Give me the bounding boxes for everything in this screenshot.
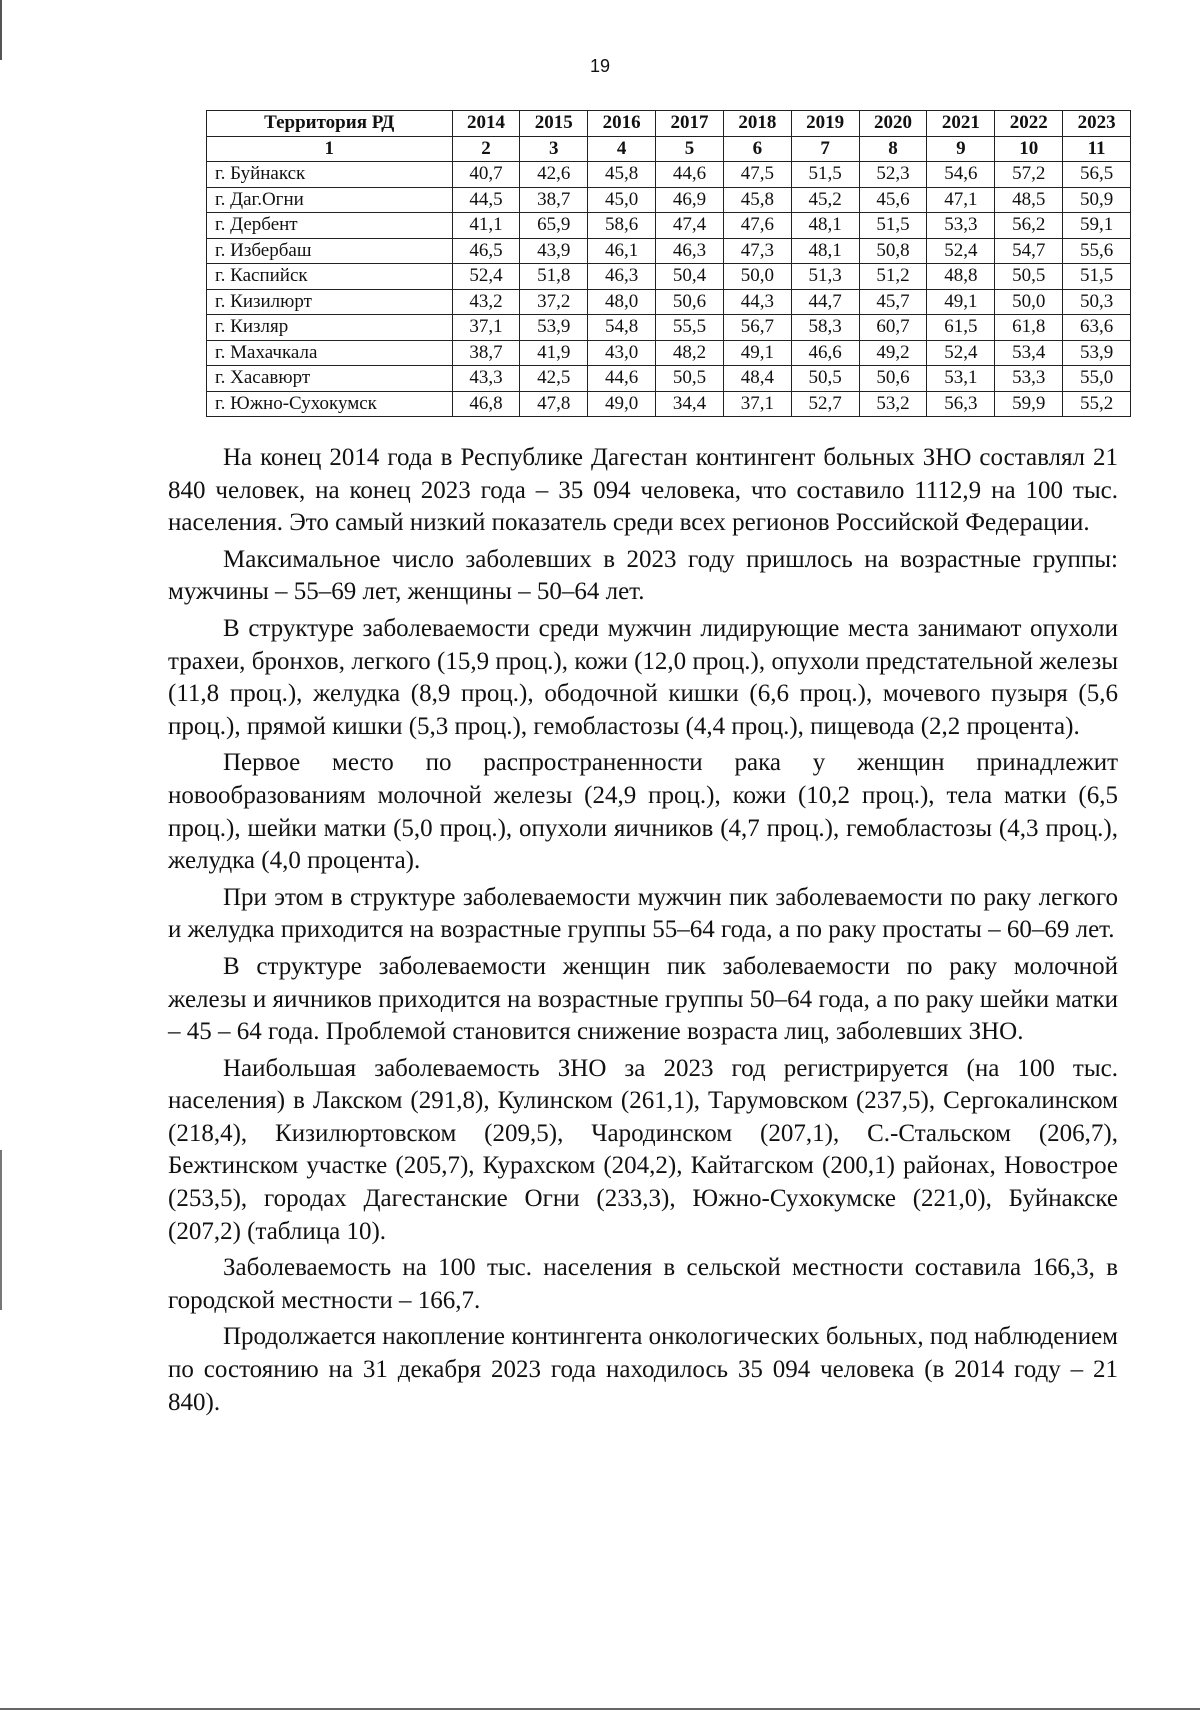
table-column-index: 11 xyxy=(1063,136,1131,162)
table-header-year: 2016 xyxy=(588,111,656,137)
table-cell-territory: г. Махачкала xyxy=(207,340,453,366)
table-cell-value: 50,6 xyxy=(859,366,927,392)
table-cell-value: 50,8 xyxy=(859,238,927,264)
table-cell-value: 37,1 xyxy=(723,391,791,417)
table-header-year: 2017 xyxy=(656,111,724,137)
table-cell-value: 51,5 xyxy=(859,213,927,239)
table-cell-value: 47,5 xyxy=(723,162,791,188)
table-cell-value: 63,6 xyxy=(1063,315,1131,341)
table-cell-value: 38,7 xyxy=(452,340,520,366)
table-cell-value: 53,4 xyxy=(995,340,1063,366)
table-column-index: 7 xyxy=(791,136,859,162)
table-cell-value: 49,0 xyxy=(588,391,656,417)
table-cell-value: 47,3 xyxy=(723,238,791,264)
paragraph: В структуре заболеваемости среди мужчин лидирующие места занимают опухоли трахеи, бронхов, легкого (15,9 проц.), кожи (12,0 проц.), опухоли предстательной железы (11,8 проц.), желудка (8,9 проц.), ободочной кишки (6,6 проц.), мочевого пузыря (5,6 проц.), прямой кишки (5,3 проц.), гемобластозы (4,4 проц.), пищевода (2,2 процента). xyxy=(168,614,1118,740)
table-cell-value: 61,8 xyxy=(995,315,1063,341)
table-column-index: 1 xyxy=(207,136,453,162)
paragraph: Наибольшая заболеваемость ЗНО за 2023 год регистрируется (на 100 тыс. населения) в Лакском (291,8), Кулинском (261,1), Тарумовском (237,5), Сергокалинском (218,4), Кизилюртовском (209,5), Чародинском (207,1), С.-Стальском (206,7), Бежтинском участке (205,7), Курахском (204,2), Кайтагском (200,1) районах, Новострое (253,5), городах Дагестанские Огни (233,3), Южно-Сухокумске (221,0), Буйнакске (207,2) (таблица 10). xyxy=(168,1054,1118,1245)
table-cell-value: 50,0 xyxy=(723,264,791,290)
paragraph: Заболеваемость на 100 тыс. населения в сельской местности составила 166,3, в городской местности – 166,7. xyxy=(168,1254,1118,1314)
table-cell-value: 54,8 xyxy=(588,315,656,341)
table-cell-value: 52,4 xyxy=(927,340,995,366)
table-cell-value: 34,4 xyxy=(656,391,724,417)
table-cell-value: 58,6 xyxy=(588,213,656,239)
table-cell-value: 56,5 xyxy=(1063,162,1131,188)
table-row xyxy=(207,315,1131,341)
table-cell-territory: г. Дербент xyxy=(207,213,453,239)
table-cell-value: 46,3 xyxy=(588,264,656,290)
table-cell-territory: г. Кизляр xyxy=(207,315,453,341)
table-cell-value: 56,7 xyxy=(723,315,791,341)
table-cell-value: 58,3 xyxy=(791,315,859,341)
table-row xyxy=(207,187,1131,213)
table-cell-value: 50,5 xyxy=(995,264,1063,290)
table-row xyxy=(207,264,1131,290)
table-cell-value: 55,5 xyxy=(656,315,724,341)
table-header-territory: Территория РД xyxy=(207,111,453,137)
table-header-year: 2018 xyxy=(723,111,791,137)
table-cell-value: 50,9 xyxy=(1063,187,1131,213)
table-cell-value: 46,8 xyxy=(452,391,520,417)
table-cell-value: 40,7 xyxy=(452,162,520,188)
table-cell-value: 51,2 xyxy=(859,264,927,290)
table-cell-value: 45,0 xyxy=(588,187,656,213)
table-header-year: 2015 xyxy=(520,111,588,137)
table-cell-value: 44,5 xyxy=(452,187,520,213)
table-row xyxy=(207,162,1131,188)
table-cell-value: 53,3 xyxy=(995,366,1063,392)
table-cell-value: 52,4 xyxy=(927,238,995,264)
table-cell-value: 57,2 xyxy=(995,162,1063,188)
table-cell-value: 51,5 xyxy=(791,162,859,188)
table-cell-value: 38,7 xyxy=(520,187,588,213)
table-cell-value: 52,4 xyxy=(452,264,520,290)
table-column-index: 3 xyxy=(520,136,588,162)
table-cell-value: 43,0 xyxy=(588,340,656,366)
table-cell-value: 56,2 xyxy=(995,213,1063,239)
table-column-index: 8 xyxy=(859,136,927,162)
table-cell-value: 46,3 xyxy=(656,238,724,264)
table-cell-value: 59,9 xyxy=(995,391,1063,417)
table-cell-value: 50,4 xyxy=(656,264,724,290)
table-cell-value: 55,6 xyxy=(1063,238,1131,264)
table-cell-value: 49,2 xyxy=(859,340,927,366)
table-cell-value: 51,8 xyxy=(520,264,588,290)
table-cell-value: 46,6 xyxy=(791,340,859,366)
scan-edge-left xyxy=(0,0,2,60)
table-cell-value: 50,6 xyxy=(656,289,724,315)
paragraph: В структуре заболеваемости женщин пик заболеваемости по раку молочной железы и яичников приходится на возрастные группы 50–64 года, а по раку шейки матки – 45 – 64 года. Проблемой становится снижение возраста лиц, заболевших ЗНО. xyxy=(168,952,1118,1046)
table-cell-value: 50,0 xyxy=(995,289,1063,315)
table-cell-value: 60,7 xyxy=(859,315,927,341)
table-cell-value: 46,1 xyxy=(588,238,656,264)
table-cell-value: 45,7 xyxy=(859,289,927,315)
table-cell-value: 48,5 xyxy=(995,187,1063,213)
page-number: 19 xyxy=(589,56,611,76)
paragraph: Продолжается накопление контингента онкологических больных, под наблюдением по состоянию на 31 декабря 2023 года находилось 35 094 человека (в 2014 году – 21 840). xyxy=(168,1323,1118,1416)
table-cell-value: 47,1 xyxy=(927,187,995,213)
table-cell-value: 37,2 xyxy=(520,289,588,315)
table-cell-value: 54,6 xyxy=(927,162,995,188)
table-cell-value: 46,9 xyxy=(656,187,724,213)
table-row xyxy=(207,213,1131,239)
table-row xyxy=(207,340,1131,366)
table-cell-territory: г. Каспийск xyxy=(207,264,453,290)
table-cell-value: 43,2 xyxy=(452,289,520,315)
table-cell-value: 53,9 xyxy=(1063,340,1131,366)
table-cell-value: 42,5 xyxy=(520,366,588,392)
table-cell-value: 48,1 xyxy=(791,213,859,239)
table-column-index: 10 xyxy=(995,136,1063,162)
paragraph: Максимальное число заболевших в 2023 году пришлось на возрастные группы: мужчины – 55–69 лет, женщины – 50–64 лет. xyxy=(168,545,1118,606)
table-cell-value: 56,3 xyxy=(927,391,995,417)
table-cell-territory: г. Хасавюрт xyxy=(207,366,453,392)
document-body xyxy=(168,442,1118,1423)
table-cell-value: 65,9 xyxy=(520,213,588,239)
table-cell-value: 41,9 xyxy=(520,340,588,366)
table-header-year: 2023 xyxy=(1063,111,1131,137)
table-cell-value: 45,8 xyxy=(588,162,656,188)
table-header-year: 2014 xyxy=(452,111,520,137)
table-cell-value: 54,7 xyxy=(995,238,1063,264)
table-cell-value: 48,2 xyxy=(656,340,724,366)
table-cell-value: 45,6 xyxy=(859,187,927,213)
table-cell-value: 49,1 xyxy=(723,340,791,366)
table-cell-value: 44,3 xyxy=(723,289,791,315)
table-cell-value: 44,6 xyxy=(588,366,656,392)
table-cell-value: 42,6 xyxy=(520,162,588,188)
paragraph: Первое место по распространенности рака у женщин принадлежит новообразованиям молочной железы (24,9 проц.), кожи (10,2 проц.), тела матки (6,5 проц.), шейки матки (5,0 проц.), опухоли яичников (4,7 проц.), гемобластозы (4,3 проц.), желудка (4,0 процента). xyxy=(168,749,1118,875)
table-cell-value: 61,5 xyxy=(927,315,995,341)
table-cell-value: 48,0 xyxy=(588,289,656,315)
table-header-year: 2019 xyxy=(791,111,859,137)
table-cell-value: 55,2 xyxy=(1063,391,1131,417)
table-cell-value: 51,5 xyxy=(1063,264,1131,290)
paragraph: При этом в структуре заболеваемости мужчин пик заболеваемости по раку легкого и желудка приходится на возрастные группы 55–64 года, а по раку простаты – 60–69 лет. xyxy=(168,883,1118,944)
table-cell-value: 53,9 xyxy=(520,315,588,341)
table-cell-value: 46,5 xyxy=(452,238,520,264)
table-cell-value: 48,8 xyxy=(927,264,995,290)
table-header-year: 2020 xyxy=(859,111,927,137)
table-cell-territory: г. Избербаш xyxy=(207,238,453,264)
table-cell-value: 59,1 xyxy=(1063,213,1131,239)
table-column-index: 9 xyxy=(927,136,995,162)
table-cell-value: 49,1 xyxy=(927,289,995,315)
table-cell-value: 37,1 xyxy=(452,315,520,341)
table-cell-value: 41,1 xyxy=(452,213,520,239)
incidence-table xyxy=(206,110,1131,417)
table-row xyxy=(207,391,1131,417)
table-cell-value: 53,2 xyxy=(859,391,927,417)
table-cell-value: 53,3 xyxy=(927,213,995,239)
table-header-year: 2022 xyxy=(995,111,1063,137)
scan-edge-left-lower xyxy=(0,1150,2,1310)
table-cell-territory: г. Даг.Огни xyxy=(207,187,453,213)
table-cell-territory: г. Южно-Сухокумск xyxy=(207,391,453,417)
table-cell-value: 52,3 xyxy=(859,162,927,188)
table-cell-value: 45,8 xyxy=(723,187,791,213)
table-cell-value: 50,5 xyxy=(791,366,859,392)
table-row xyxy=(207,238,1131,264)
table-cell-territory: г. Кизилюрт xyxy=(207,289,453,315)
table-cell-value: 52,7 xyxy=(791,391,859,417)
table-cell-value: 55,0 xyxy=(1063,366,1131,392)
table-cell-value: 48,1 xyxy=(791,238,859,264)
table-cell-value: 51,3 xyxy=(791,264,859,290)
table-column-index: 6 xyxy=(723,136,791,162)
table-row xyxy=(207,289,1131,315)
table-cell-value: 48,4 xyxy=(723,366,791,392)
table-column-index: 2 xyxy=(452,136,520,162)
table-cell-value: 50,5 xyxy=(656,366,724,392)
table-column-index: 4 xyxy=(588,136,656,162)
table-cell-value: 44,6 xyxy=(656,162,724,188)
table-cell-value: 47,6 xyxy=(723,213,791,239)
table-row xyxy=(207,366,1131,392)
scan-edge-bottom xyxy=(0,1708,1200,1710)
table-cell-value: 47,8 xyxy=(520,391,588,417)
table-cell-value: 44,7 xyxy=(791,289,859,315)
table-cell-value: 45,2 xyxy=(791,187,859,213)
table-index-row xyxy=(207,136,1131,162)
table-cell-value: 47,4 xyxy=(656,213,724,239)
table-cell-value: 43,9 xyxy=(520,238,588,264)
table-header-year: 2021 xyxy=(927,111,995,137)
paragraph: На конец 2014 года в Республике Дагестан контингент больных ЗНО составлял 21 840 человек, на конец 2023 года – 35 094 человека, что составило 1112,9 на 100 тыс. населения. Это самый низкий показатель среди всех регионов Российской Федерации. xyxy=(168,444,1118,537)
table-cell-value: 43,3 xyxy=(452,366,520,392)
table-cell-value: 50,3 xyxy=(1063,289,1131,315)
table-cell-territory: г. Буйнакск xyxy=(207,162,453,188)
table-header-row xyxy=(207,111,1131,137)
table-cell-value: 53,1 xyxy=(927,366,995,392)
table-column-index: 5 xyxy=(656,136,724,162)
